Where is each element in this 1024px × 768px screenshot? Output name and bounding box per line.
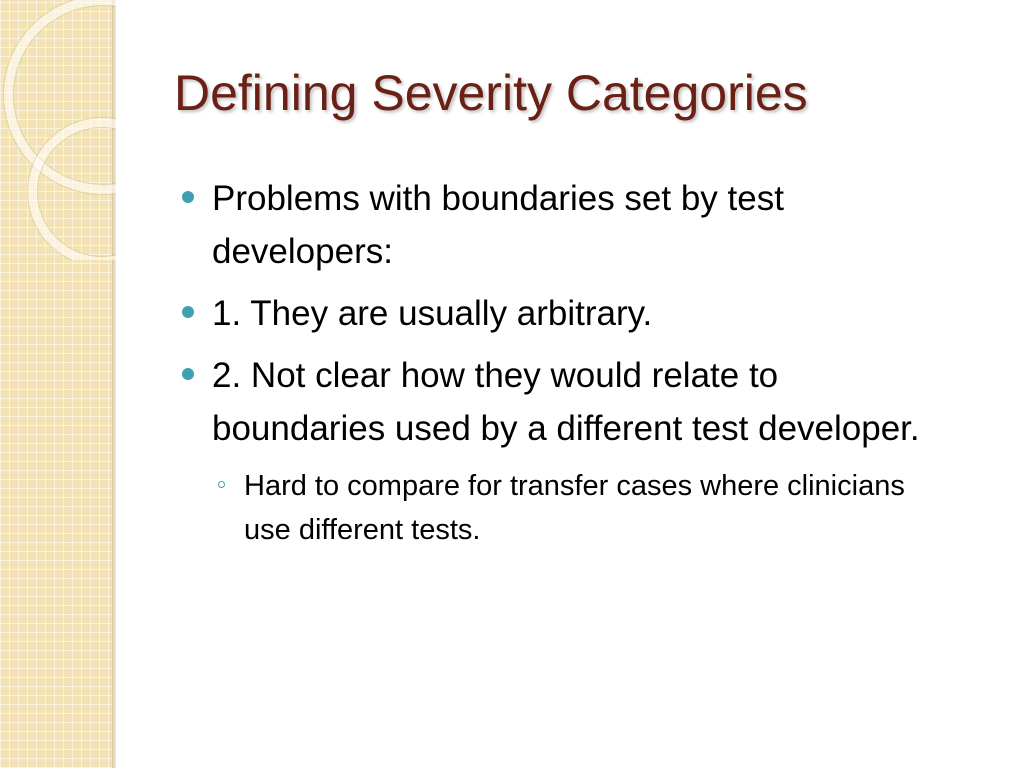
sub-bullet-item	[212, 464, 934, 552]
bullet-dot	[182, 306, 194, 318]
bullet-item	[182, 287, 942, 340]
bullet-dot	[182, 191, 194, 203]
bullet-text: 2. Not clear how they would relate to boundaries used by a different test developer.	[212, 356, 920, 448]
bullet-text: 1. They are usually arbitrary.	[212, 294, 653, 333]
decorative-rings	[0, 0, 116, 260]
slide-title: Defining Severity Categories	[174, 65, 808, 121]
sub-bullet-text: Hard to compare for transfer cases where clinicians use different tests.	[244, 470, 905, 546]
bullet-item	[182, 172, 942, 278]
bullet-dot	[182, 368, 194, 380]
slide-content	[182, 172, 942, 552]
bullet-text: Problems with boundaries set by test developers:	[212, 179, 784, 271]
bullet-item	[182, 349, 942, 455]
sub-bullet-dot	[218, 481, 225, 488]
